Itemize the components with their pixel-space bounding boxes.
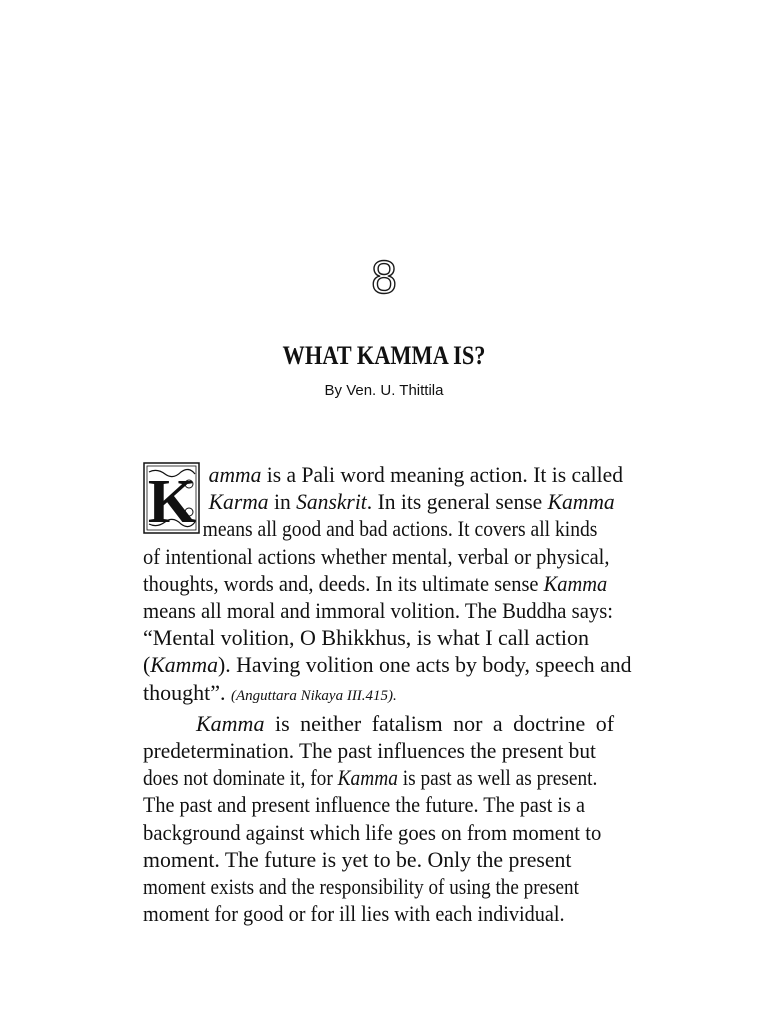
text-line: moment for good or for ill lies with each individual. [143,901,565,927]
body-text [143,461,640,927]
text-line: thought”. (Anguttara Nikaya III.415). [143,679,397,705]
text-line: background against which life goes on from moment to [143,819,602,845]
text-line: Kamma is neither fatalism nor a doctrine of [196,710,615,736]
text-line: means all good and bad actions. It covers all kinds [202,516,598,542]
text-line: “Mental volition, O Bhikkhus, is what I call action [143,625,590,651]
text-line: of intentional actions whether mental, verbal or physical, [143,543,610,569]
text-line: moment exists and the responsibility of using the present [143,874,579,900]
text-line: The past and present influence the future. The past is a [143,792,585,818]
text-line: does not dominate it, for Kamma is past as well as present. [143,765,598,791]
text-line: moment. The future is yet to be. Only the present [143,846,572,872]
text-line: amma is a Pali word meaning action. It is called [208,462,624,487]
citation: (Anguttara Nikaya III.415). [231,687,397,704]
text-line: means all moral and immoral volition. The Buddha says: [143,598,614,624]
text-line: thoughts, words and, deeds. In its ultimate sense Kamma [143,570,608,596]
chapter-title: WHAT KAMMA IS? [282,341,486,370]
byline: By Ven. U. Thittila [324,382,444,399]
chapter-number: 8 [371,251,397,303]
text-line: (Kamma). Having volition one acts by body, speech and [143,652,632,678]
text-line: Karma in Sanskrit. In its general sense Kamma [208,489,615,515]
drop-cap-letter: K [147,468,197,534]
text-line: predetermination. The past influences the present but [143,738,596,764]
